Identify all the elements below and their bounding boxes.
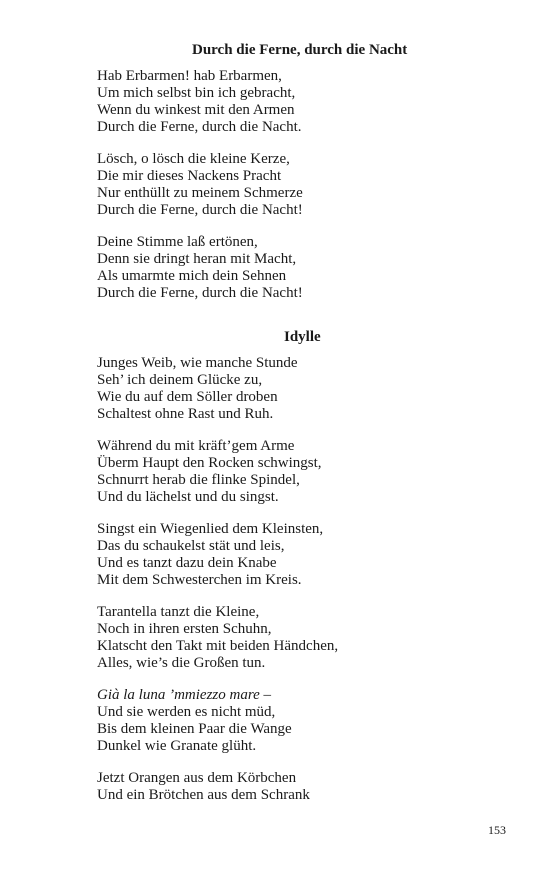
verse-line: Seh’ ich deinem Glücke zu, [97,372,263,388]
verse-line: Bis dem kleinen Paar die Wange [97,721,292,737]
stanza [97,770,427,804]
verse-line: Hab Erbarmen! hab Erbarmen, [97,68,282,84]
verse-line: Die mir dieses Nackens Pracht [97,168,282,184]
verse-line: Dunkel wie Granate glüht. [97,738,257,754]
verse-line: Während du mit kräft’gem Arme [97,438,295,454]
verse-line: Als umarmte mich dein Sehnen [97,268,287,284]
verse-line: Durch die Ferne, durch die Nacht. [97,119,302,135]
verse-line: Um mich selbst bin ich gebracht, [97,85,296,101]
verse-line: Überm Haupt den Rocken schwingst, [97,455,322,471]
verse-line: Singst ein Wiegenlied dem Kleinsten, [97,521,324,537]
poem-durch-die-ferne [97,41,427,317]
stanza [97,687,427,755]
verse-line: Noch in ihren ersten Schuhn, [97,621,272,637]
verse-line: Alles, wie’s die Großen tun. [97,655,266,671]
verse-line: Wie du auf dem Söller droben [97,389,278,405]
verse-line-italic [97,687,427,704]
stanza [97,355,427,423]
verse-line: Und es tanzt dazu dein Knabe [97,555,277,571]
dash: – [259,687,272,703]
stanza [97,234,427,302]
verse-line: Deine Stimme laß ertönen, [97,234,258,250]
verse-line: Tarantella tanzt die Kleine, [97,604,260,620]
stanza [97,68,427,136]
verse-line: Und sie werden es nicht müd, [97,704,276,720]
verse-line: Durch die Ferne, durch die Nacht! [97,285,303,301]
page-number: 153 [488,823,506,837]
stanza [97,151,427,219]
verse-line: Klatscht den Takt mit beiden Händchen, [97,638,339,654]
poem-title: Idylle [284,329,321,345]
verse-line: Und du lächelst und du singst. [97,489,279,505]
verse-line: Nur enthüllt zu meinem Schmerze [97,185,303,201]
italian-quote: Già la luna ’mmiezzo mare [97,687,260,703]
stanza [97,438,427,506]
verse-line: Mit dem Schwesterchen im Kreis. [97,572,302,588]
verse-line: Schaltest ohne Rast und Ruh. [97,406,274,422]
verse-line: Wenn du winkest mit den Armen [97,102,295,118]
verse-line: Jetzt Orangen aus dem Körbchen [97,770,297,786]
stanza [97,521,427,589]
verse-line: Schnurrt herab die flinke Spindel, [97,472,300,488]
verse-line: Und ein Brötchen aus dem Schrank [97,787,310,803]
verse-line: Denn sie dringt heran mit Macht, [97,251,297,267]
stanza [97,604,427,672]
verse-line: Das du schaukelst stät und leis, [97,538,285,554]
verse-line: Junges Weib, wie manche Stunde [97,355,298,371]
verse-line: Durch die Ferne, durch die Nacht! [97,202,303,218]
poem-idylle [97,328,427,819]
poem-title: Durch die Ferne, durch die Nacht [192,42,408,58]
verse-line: Lösch, o lösch die kleine Kerze, [97,151,290,167]
